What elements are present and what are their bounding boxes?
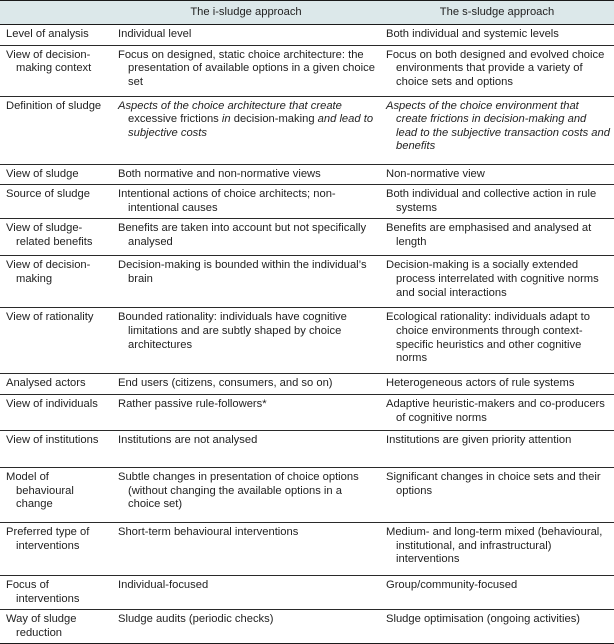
header-row	[0, 1, 614, 25]
table-row	[0, 164, 614, 185]
table-row	[0, 374, 614, 395]
s-sludge-cell: Ecological rationality: individuals adapt to choice environments through context-specific heuristics and other cognitive norms	[386, 311, 590, 365]
table-row	[0, 575, 614, 609]
row-label: View of individuals	[6, 397, 98, 410]
i-sludge-cell: Both normative and non-normative views	[118, 167, 321, 180]
s-sludge-cell: Institutions are given priority attention	[386, 433, 572, 446]
row-label: View of rationality	[6, 311, 94, 324]
row-label: Preferred type of interventions	[6, 525, 90, 552]
s-sludge-cell: Non-normative view	[386, 167, 485, 180]
table-row	[0, 394, 614, 430]
table-row	[0, 256, 614, 308]
s-sludge-cell: Heterogeneous actors of rule systems	[386, 377, 575, 390]
table-body	[0, 25, 614, 644]
row-label: Level of analysis	[6, 28, 89, 40]
row-label: Focus of interventions	[6, 578, 80, 605]
s-sludge-cell: Adaptive heuristic-makers and co-producers of cognitive norms	[386, 397, 605, 424]
s-sludge-cell: Aspects of the choice environment that create frictions in decision-making and lead to the subjective transaction costs and benefits	[386, 99, 610, 153]
i-sludge-cell: Decision-making is bounded within the individual’s brain	[118, 259, 367, 285]
row-label: Definition of sludge	[6, 99, 102, 112]
row-label: View of sludge-related benefits	[6, 222, 93, 248]
i-sludge-cell: Sludge audits (periodic checks)	[118, 613, 274, 626]
table-row	[0, 96, 614, 164]
header-i-sludge: The i-sludge approach	[190, 5, 302, 18]
s-sludge-cell: Group/community-focused	[386, 578, 518, 591]
i-sludge-cell: Institutions are not analysed	[118, 433, 258, 446]
header-empty	[0, 1, 112, 25]
s-sludge-cell: Both individual and systemic levels	[386, 28, 559, 40]
s-sludge-cell: Sludge optimisation (ongoing activities)	[386, 613, 581, 626]
table-row	[0, 467, 614, 522]
row-label: Source of sludge	[6, 188, 90, 201]
i-sludge-cell: Bounded rationality: individuals have cognitive limitations and are subtly shaped by choice architectures	[118, 311, 347, 351]
i-sludge-cell: Aspects of the choice architecture that create excessive frictions in decision-making and lead to subjective costs	[118, 99, 374, 139]
row-label: View of decision-making context	[6, 48, 92, 75]
row-label: View of institutions	[6, 433, 99, 446]
i-sludge-cell: Short-term behavioural interventions	[118, 525, 299, 538]
i-sludge-cell: Rather passive rule-followers*	[118, 397, 267, 410]
s-sludge-cell: Benefits are emphasised and analysed at length	[386, 222, 592, 248]
row-label: View of sludge	[6, 167, 79, 180]
table-row	[0, 45, 614, 96]
row-label: Model of behavioural change	[6, 470, 74, 511]
i-sludge-cell: Subtle changes in presentation of choice options (without changing the available options in a choice set)	[118, 470, 359, 511]
i-sludge-cell: End users (citizens, consumers, and so on)	[118, 377, 333, 390]
i-sludge-cell: Individual level	[118, 28, 192, 40]
table-row	[0, 25, 614, 46]
table-header	[0, 1, 614, 25]
row-label: View of decision-making	[6, 259, 91, 285]
table-row	[0, 185, 614, 219]
s-sludge-cell: Focus on both designed and evolved choice environments that provide a variety of choice sets and options	[386, 48, 605, 88]
row-label: Way of sludge reduction	[6, 613, 77, 639]
header-s-sludge: The s-sludge approach	[439, 5, 555, 18]
s-sludge-cell: Decision-making is a socially extended process interrelated with cognitive norms and social interactions	[386, 259, 599, 299]
i-sludge-cell: Benefits are taken into account but not specifically analysed	[118, 222, 367, 248]
s-sludge-cell: Medium- and long-term mixed (behavioural, institutional, and infrastructural) interventions	[386, 525, 603, 566]
table-row	[0, 308, 614, 374]
s-sludge-cell: Both individual and collective action in rule systems	[386, 188, 597, 214]
s-sludge-cell: Significant changes in choice sets and their options	[386, 470, 601, 497]
table-row	[0, 610, 614, 644]
i-sludge-cell: Intentional actions of choice architects; non-intentional causes	[118, 188, 336, 214]
table-row	[0, 430, 614, 467]
table-row	[0, 219, 614, 256]
i-sludge-cell: Focus on designed, static choice architecture: the presentation of available options in a given choice set	[118, 48, 375, 88]
table-row	[0, 522, 614, 575]
i-sludge-cell: Individual-focused	[118, 578, 209, 591]
row-label: Analysed actors	[6, 377, 86, 390]
